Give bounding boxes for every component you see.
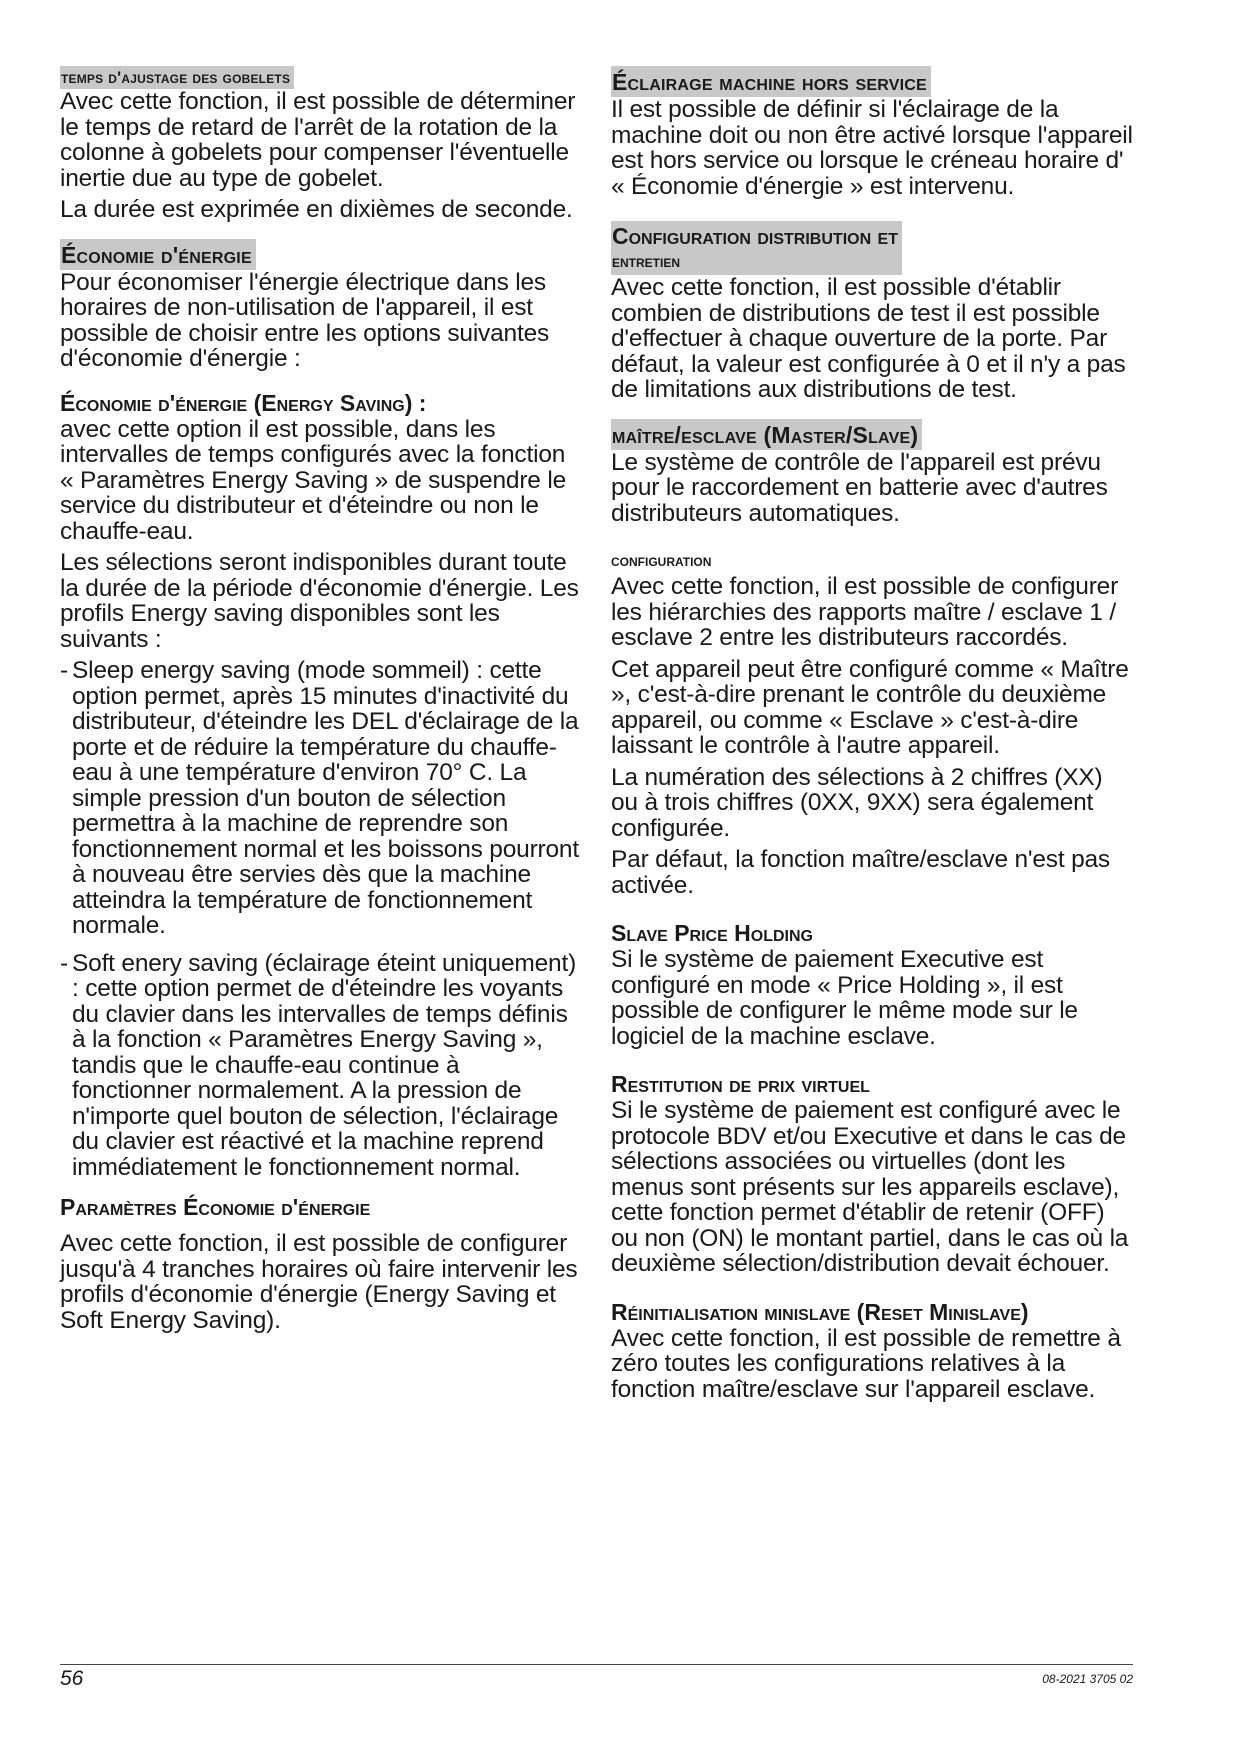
paragraph: avec cette option il est possible, dans les intervalles de temps configurés avec la fonction « Paramètres Energy Saving » de suspendre le service du distributeur et d'éteindre ou non le chauffe-eau. [60,415,566,545]
section-title-box [611,221,902,275]
section-energy-economy [60,239,582,372]
energy-profile-list [60,658,582,1180]
paragraph: Pour économiser l'énergie électrique dans les horaires de non-utilisation de l'appareil, il est possible de choisir entre les options suivantes d'économie d'énergie : [60,268,550,372]
paragraph: Avec cette fonction, il est possible d'établir combien de distributions de test il est possible d'effectuer à chaque ouverture de la porte. Par défaut, la valeur est configurée à 0 et il n'y a pas de limitations aux distributions de test. [611,274,1126,403]
paragraph: Par défaut, la fonction maître/esclave n'est pas activée. [611,846,1110,899]
paragraph: Avec cette fonction, il est possible de remettre à zéro toutes les configurations relatives à la fonction maître/esclave sur l'appareil esclave. [611,1324,1121,1403]
right-column [611,66,1133,1424]
document-code: 08-2021 3705 02 [1042,1672,1133,1686]
paragraph: Avec cette fonction, il est possible de déterminer le temps de retard de l'arrêt de la rotation de la colonne à gobelets pour compenser l'éventuelle inertie due au type de gobelet. [60,88,576,192]
paragraph: Avec cette fonction, il est possible de configurer les hiérarchies des rapports maître / esclave 1 / esclave 2 entre les distributeurs raccordés. [611,573,1119,651]
list-item: - Soft enery saving (éclairage éteint uniquement) : cette option permet de d'éteindre les voyants du clavier dans les intervalles de temps définis à la fonction « Paramètres Energy Saving », tandis que le chauffe-eau continue à fonctionner normalement. A la pression de n'importe quel bouton de sélection, l'éclairage du clavier est réactivé et la machine reprend immédiatement le fonctionnement normal. [60,951,582,1181]
paragraph: Si le système de paiement est configuré avec le protocole BDV et/ou Executive et dans le cas de sélections associées ou virtuelles (dont les menus sont présents sur les appareils esclave), cette fonction permet d'établir de retenir (OFF) ou non (ON) le montant partiel, dans le cas où la deuxième sélection/distribution devait échouer. [611,1097,1129,1277]
section-title: Économie d'énergie [60,239,256,270]
section-title: Slave Price Holding [611,920,814,946]
paragraph: La durée est exprimée en dixièmes de seconde. [60,196,573,223]
paragraph: Cet appareil peut être configuré comme « Maître », c'est-à-dire prenant le contrôle du deuxième appareil, ou comme « Esclave » c'est-à-dire laissant le contrôle à l'autre appareil. [611,655,1129,759]
paragraph: Le système de contrôle de l'appareil est prévu pour le raccordement en batterie avec d'autres distributeurs automatiques. [611,448,1108,527]
section-title: Réinitialisation minislave (Reset Minislave) [611,1298,1029,1325]
section-title: temps d'ajustage des gobelets [60,66,294,89]
paragraph: La numération des sélections à 2 chiffres (XX) ou à trois chiffres (0XX, 9XX) sera également configurée. [611,763,1103,842]
paragraph: Si le système de paiement Executive est configuré en mode « Price Holding », il est possible de configurer le même mode sur le logiciel de la machine esclave. [611,946,1078,1050]
section-distribution-config [611,221,1133,403]
section-title: Économie d'énergie (Energy Saving) : [60,389,427,416]
section-title-line2: entretien [612,252,681,271]
paragraph: Il est possible de définir si l'éclairage de la machine doit ou non être activé lorsque l'appareil est hors service ou lorsque le créneau horaire d' « Économie d'énergie » est intervenu. [611,96,1133,200]
section-reset-minislave [611,1299,1133,1403]
section-configuration [611,550,1133,898]
paragraph: Avec cette fonction, il est possible de configurer jusqu'à 4 tranches horaires où faire intervenir les profils d'économie d'énergie (Energy Saving et Soft Energy Saving). [60,1230,578,1334]
section-lighting-out-of-service [611,66,1133,199]
section-title: configuration [611,551,712,570]
section-cup-adjust-time [60,66,582,223]
section-master-slave [611,419,1133,527]
footer-divider [60,1664,1133,1665]
section-virtual-price-restitution [611,1071,1133,1277]
section-title: Paramètres Économie d'énergie [60,1194,371,1220]
section-title-line1: Configuration distribution et [612,223,898,249]
paragraph: Les sélections seront indisponibles durant toute la durée de la période d'économie d'énergie. Les profils Energy saving disponibles sont les suivants : [60,549,579,653]
section-slave-price-holding [611,920,1133,1049]
list-item: - Sleep energy saving (mode sommeil) : cette option permet, après 15 minutes d'inactivité du distributeur, d'éteindre les DEL d'éclairage de la porte et de réduire la température du chauffe-eau à une température d'environ 70° C. La simple pression d'un bouton de sélection permettra à la machine de reprendre son fonctionnement normal et les boissons pourront à nouveau être servies dès que la machine atteindra la température de fonctionnement normale. [60,658,582,939]
page-number: 56 [60,1667,84,1690]
section-title: Éclairage machine hors service [611,66,931,97]
section-title: Restitution de prix virtuel [611,1071,870,1097]
left-column [60,66,582,1355]
section-title: maître/esclave (Master/Slave) [611,419,922,450]
section-energy-parameters [60,1194,582,1333]
section-energy-saving [60,390,582,1181]
